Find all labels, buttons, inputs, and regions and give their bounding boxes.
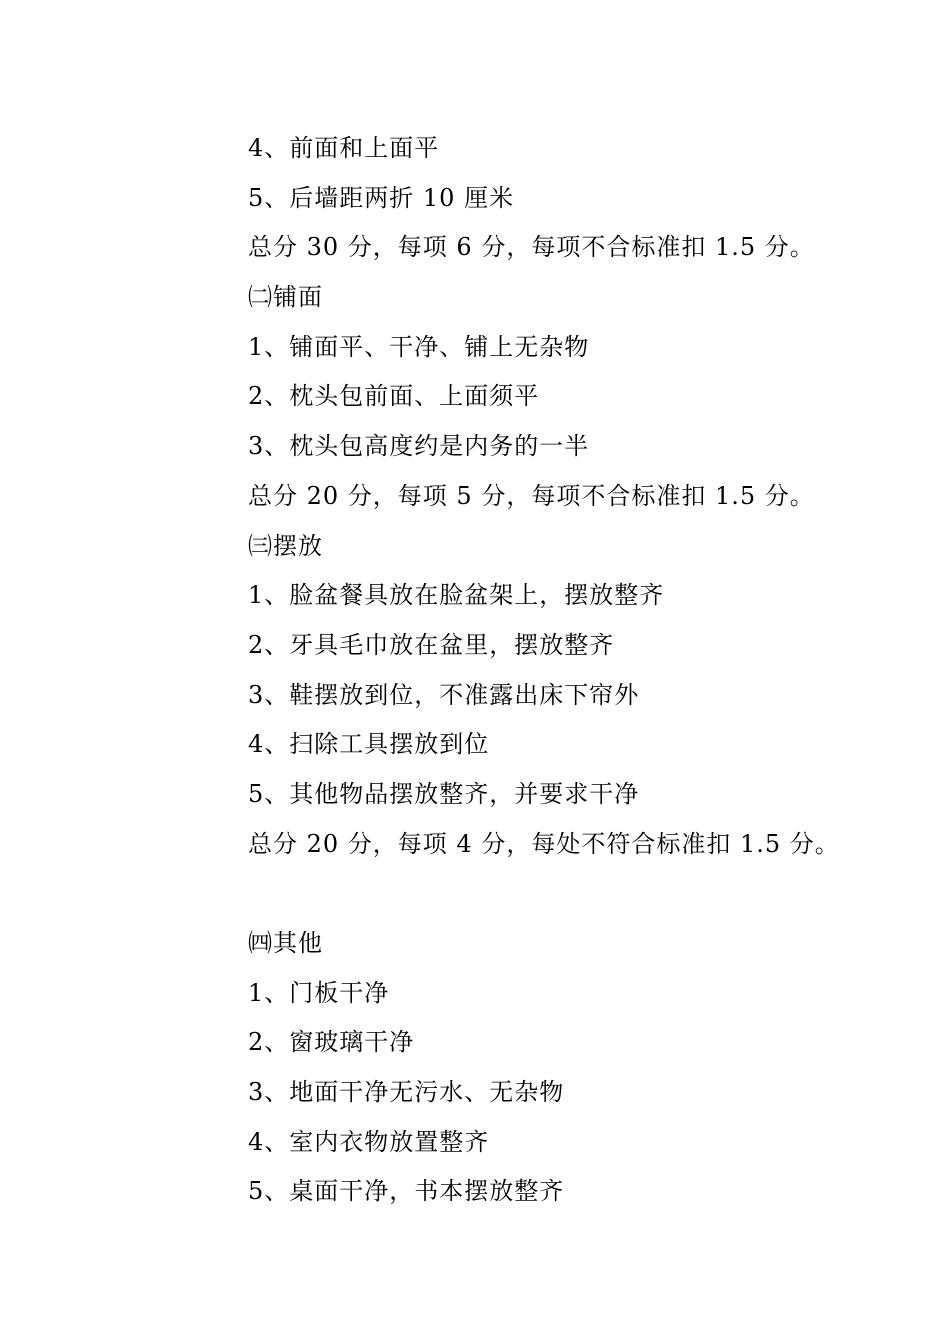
text-line: 1、门板干净 xyxy=(248,978,390,1007)
text-line: 1、脸盆餐具放在脸盆架上，摆放整齐 xyxy=(248,581,665,610)
section-heading: ㈡铺面 xyxy=(248,283,323,312)
document-body xyxy=(248,130,928,1223)
text-line: 4、扫除工具摆放到位 xyxy=(248,730,490,759)
text-line: 5、桌面干净，书本摆放整齐 xyxy=(248,1177,565,1206)
text-line: 3、地面干净无污水、无杂物 xyxy=(248,1078,565,1107)
text-line: 4、前面和上面平 xyxy=(248,134,440,162)
score-line: 总分 20 分，每项 4 分，每处不符合标准扣 1.5 分。 xyxy=(248,829,840,858)
score-line: 总分 30 分，每项 6 分，每项不合标准扣 1.5 分。 xyxy=(248,233,815,262)
text-line: 2、窗玻璃干净 xyxy=(248,1028,415,1057)
text-line: 5、后墙距两折 10 厘米 xyxy=(248,183,515,212)
text-line: 2、牙具毛巾放在盆里，摆放整齐 xyxy=(248,630,615,659)
score-line: 总分 20 分，每项 5 分，每项不合标准扣 1.5 分。 xyxy=(248,481,815,510)
text-line: 3、枕头包高度约是内务的一半 xyxy=(248,432,590,461)
text-line: 4、室内衣物放置整齐 xyxy=(248,1127,490,1156)
text-line: 3、鞋摆放到位，不准露出床下帘外 xyxy=(248,680,640,709)
section-heading: ㈢摆放 xyxy=(248,531,323,560)
text-line: 1、铺面平、干净、铺上无杂物 xyxy=(248,332,590,361)
section-heading: ㈣其他 xyxy=(248,929,323,957)
blank-line xyxy=(248,875,928,925)
text-line: 2、枕头包前面、上面须平 xyxy=(248,382,540,411)
text-line: 5、其他物品摆放整齐，并要求干净 xyxy=(248,779,640,808)
